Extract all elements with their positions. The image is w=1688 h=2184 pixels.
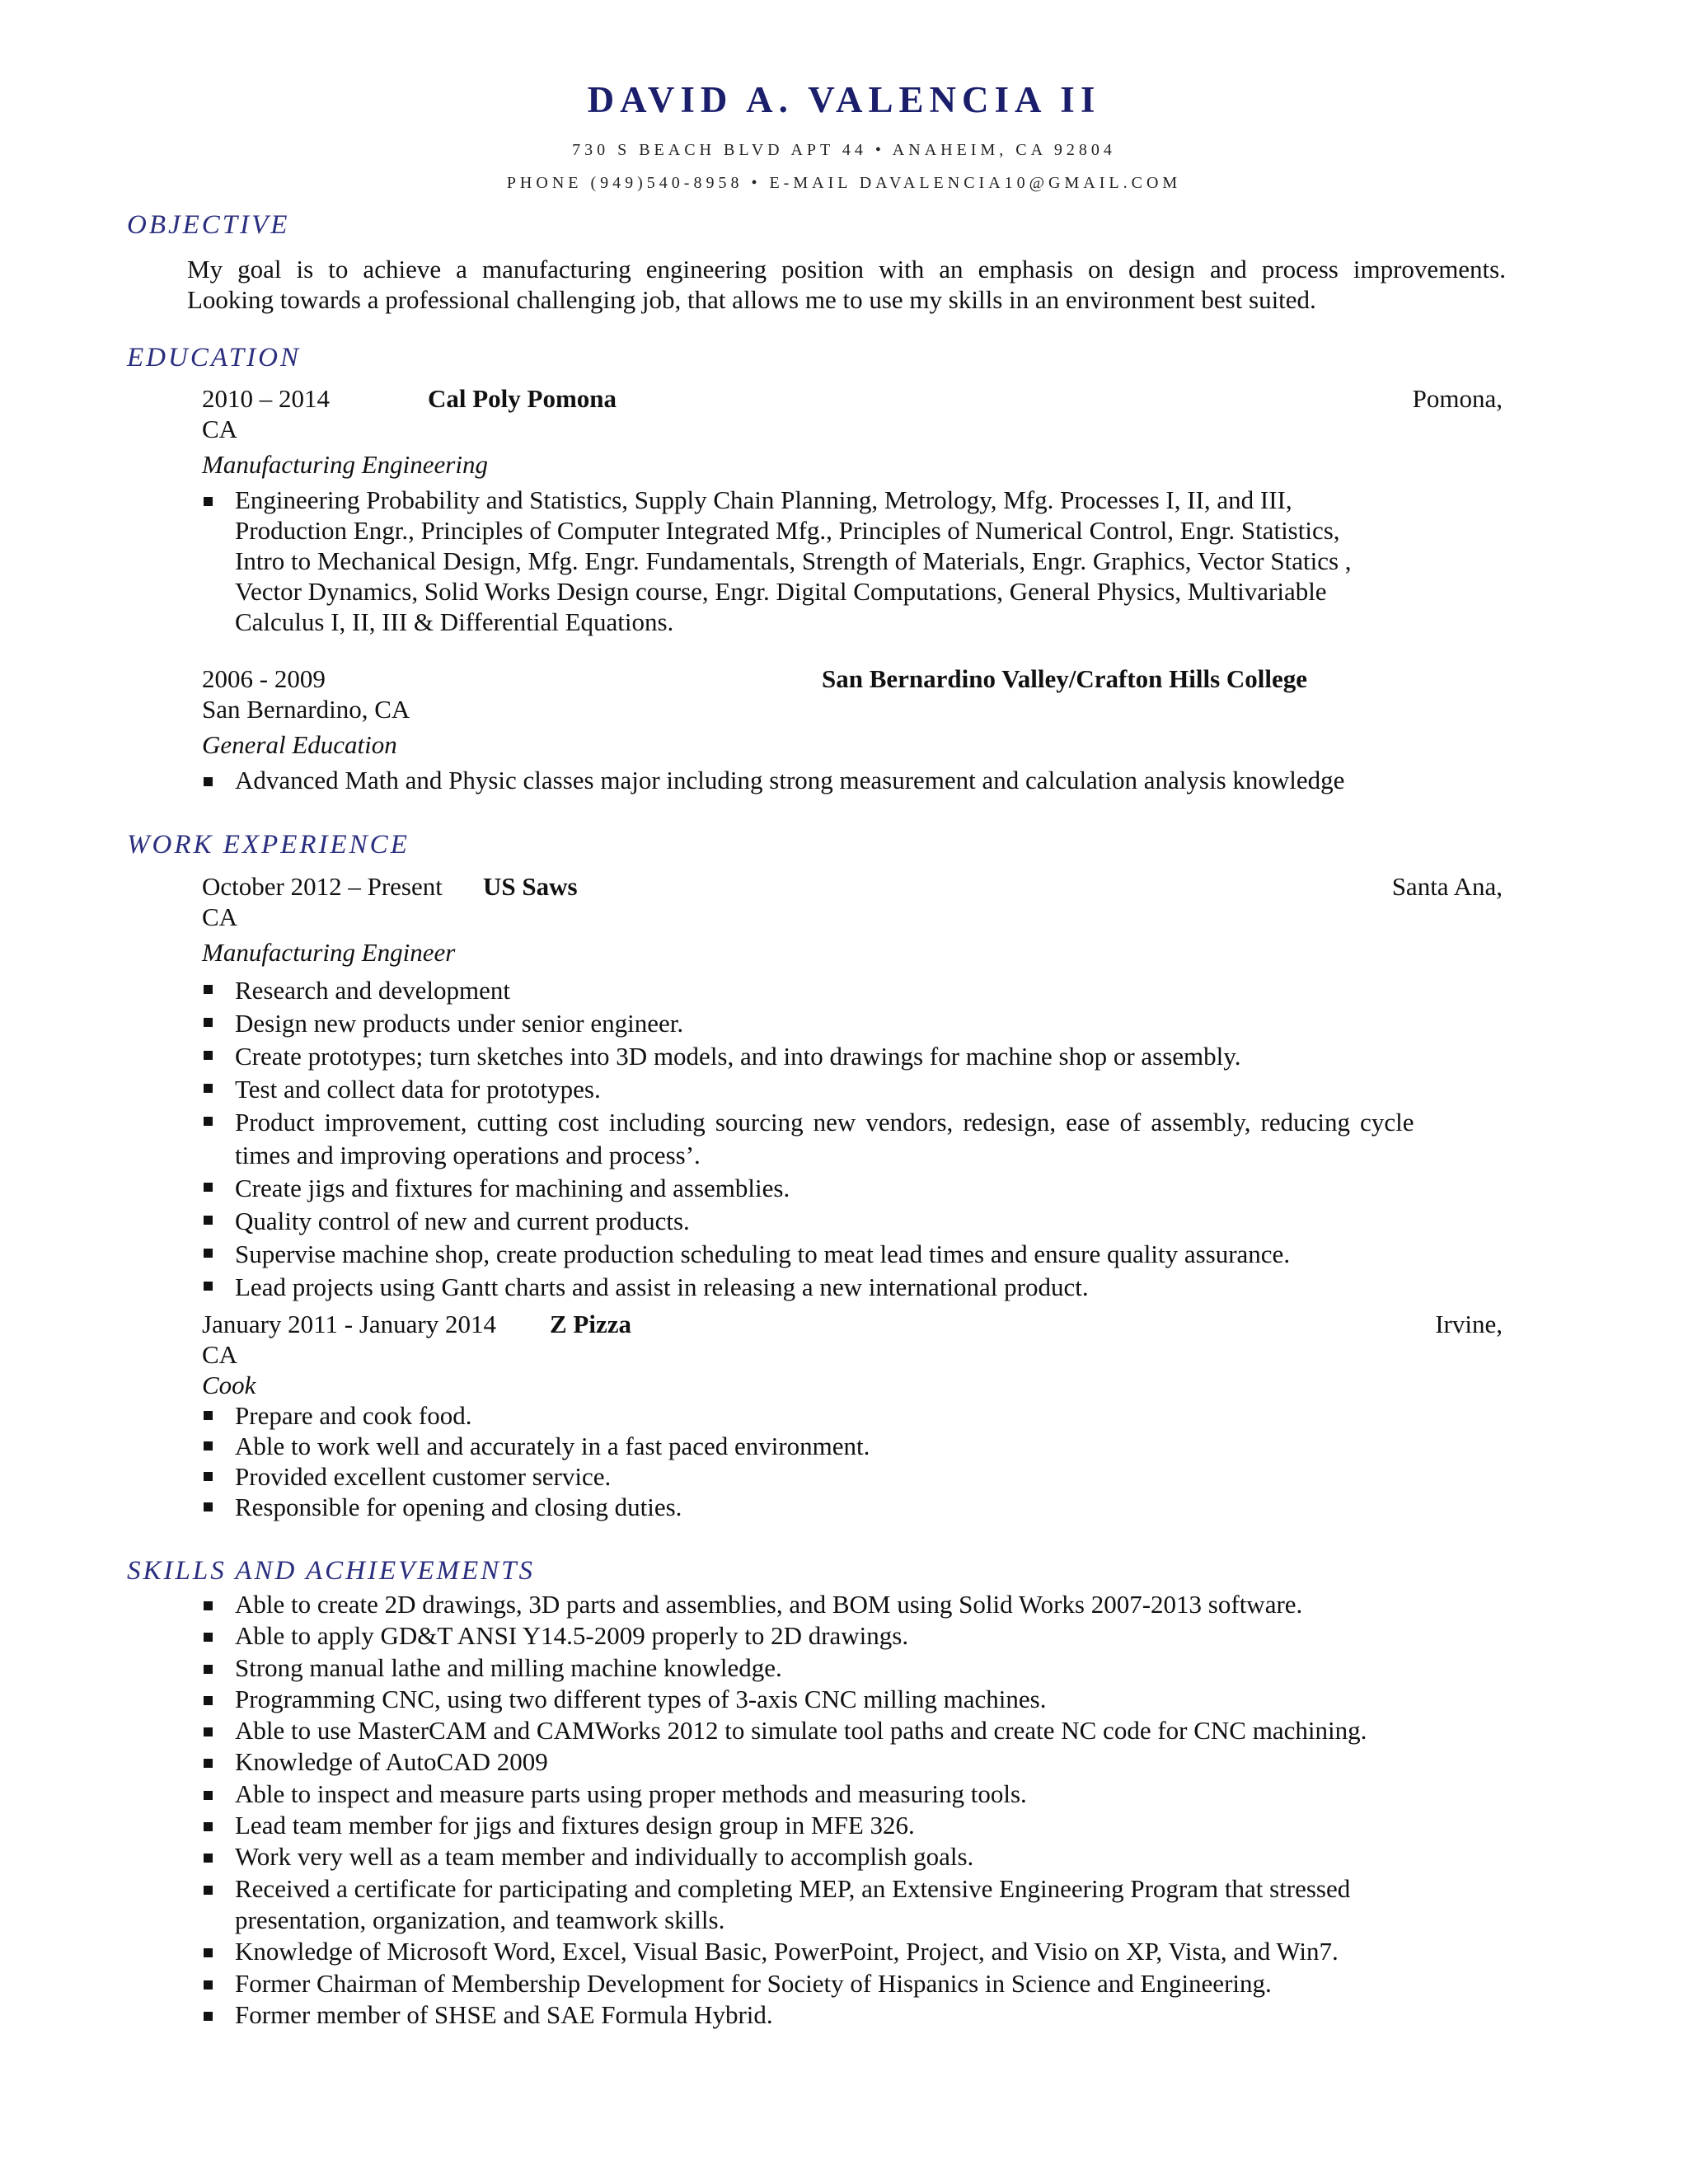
school-name: Cal Poly Pomona: [428, 384, 617, 413]
job-dates: October 2012 – Present: [202, 872, 443, 901]
bullet-square-icon: [204, 1441, 213, 1451]
list-item: Create jigs and fixtures for machining and assemblies.: [202, 1172, 1414, 1205]
education-program: General Education: [202, 730, 397, 759]
objective-text: [187, 254, 1506, 315]
bullet-square-icon: [204, 1759, 213, 1768]
objective-line: My goal is to achieve a manufacturing engineering position with an emphasis on design and process improvements.: [187, 255, 1506, 284]
list-item: Prepare and cook food.: [202, 1400, 870, 1431]
list-item: Able to inspect and measure parts using proper methods and measuring tools.: [202, 1779, 1367, 1810]
bullet-square-icon: [204, 1633, 213, 1642]
company-name: Z Pizza: [550, 1310, 631, 1338]
list-item: Test and collect data for prototypes.: [202, 1073, 1414, 1106]
list-item: Received a certificate for participating and completing MEP, an Extensive Engineering Program that stressed: [202, 1873, 1367, 1905]
list-item: Vector Dynamics, Solid Works Design course, Engr. Digital Computations, General Physics, Multivariable: [235, 577, 1327, 606]
bullet-square-icon: [204, 2012, 213, 2021]
company-name: US Saws: [483, 872, 578, 901]
skills-heading: SKILLS AND ACHIEVEMENTS: [127, 1556, 535, 1586]
bullet-square-icon: [204, 1502, 213, 1511]
coursework-list: [202, 485, 1352, 637]
school-location: San Bernardino, CA: [202, 695, 410, 724]
education-program: Manufacturing Engineering: [202, 450, 488, 479]
school-state: CA: [202, 415, 238, 443]
bullet-square-icon: [204, 1472, 213, 1481]
list-item: Programming CNC, using two different types of 3-axis CNC milling machines.: [202, 1684, 1367, 1715]
list-item: Quality control of new and current products.: [202, 1205, 1414, 1238]
education-entry-header: [202, 663, 1503, 694]
list-item: Research and development: [202, 974, 1414, 1007]
education-dates: 2010 – 2014: [202, 384, 330, 413]
list-item: Knowledge of Microsoft Word, Excel, Visual Basic, PowerPoint, Project, and Visio on XP, Vista, and Win7.: [202, 1936, 1367, 1967]
list-item: Former member of SHSE and SAE Formula Hybrid.: [202, 1999, 1367, 2031]
school-city: Pomona,: [1412, 384, 1503, 413]
list-item: Able to work well and accurately in a fast paced environment.: [202, 1431, 870, 1461]
list-item: Former Chairman of Membership Development for Society of Hispanics in Science and Engineering.: [202, 1968, 1367, 1999]
objective-heading: OBJECTIVE: [127, 210, 290, 240]
list-item: Advanced Math and Physic classes major including strong measurement and calculation analysis knowledge: [202, 765, 1344, 795]
job-dates: January 2011 - January 2014: [202, 1310, 496, 1338]
ge-list: [202, 765, 1344, 795]
list-item: Design new products under senior engineer.: [202, 1007, 1414, 1040]
education-entry-header: [202, 383, 1503, 414]
bullet-square-icon: [204, 1018, 213, 1027]
list-item: Product improvement, cutting cost including sourcing new vendors, redesign, ease of assembly, reducing cycle: [202, 1106, 1414, 1139]
list-item: Create prototypes; turn sketches into 3D models, and into drawings for machine shop or assembly.: [202, 1040, 1414, 1073]
skills-list: [202, 1589, 1367, 2031]
bullet-square-icon: [204, 1051, 213, 1060]
bullet-square-icon: [204, 1183, 213, 1192]
job-state: CA: [202, 902, 238, 931]
school-name: San Bernardino Valley/Crafton Hills College: [822, 664, 1308, 693]
list-item: Engineering Probability and Statistics, Supply Chain Planning, Metrology, Mfg. Processes I, II, and III,: [202, 485, 1352, 515]
list-item: Production Engr., Principles of Computer Integrated Mfg., Principles of Numerical Control, Engr. Statistics,: [235, 516, 1340, 545]
job-title: Manufacturing Engineer: [202, 938, 456, 967]
contact-line: PHONE (949)540-8958 • E-MAIL DAVALENCIA10@GMAIL.COM: [506, 174, 1182, 192]
bullet-square-icon: [204, 985, 213, 994]
list-item: Knowledge of AutoCAD 2009: [202, 1746, 1367, 1778]
bullet-square-icon: [204, 1282, 213, 1291]
bullet-square-icon: [204, 1822, 213, 1831]
list-item: Strong manual lathe and milling machine knowledge.: [202, 1652, 1367, 1684]
bullet-square-icon: [204, 1411, 213, 1420]
work-heading: WORK EXPERIENCE: [127, 830, 410, 860]
job-title: Cook: [202, 1371, 256, 1399]
bullet-square-icon: [204, 1854, 213, 1863]
list-item: Able to use MasterCAM and CAMWorks 2012 to simulate tool paths and create NC code for CNC machining.: [202, 1715, 1367, 1746]
job-header: [202, 871, 1503, 902]
job-duties-list: [202, 1400, 870, 1522]
job-city: Irvine,: [1435, 1310, 1503, 1338]
bullet-square-icon: [204, 1665, 213, 1674]
list-item: presentation, organization, and teamwork skills.: [235, 1905, 725, 1934]
bullet-square-icon: [204, 1727, 213, 1736]
list-item: Supervise machine shop, create production scheduling to meat lead times and ensure quality assurance.: [202, 1238, 1414, 1271]
bullet-square-icon: [204, 497, 213, 506]
list-item: Able to create 2D drawings, 3D parts and assemblies, and BOM using Solid Works 2007-2013 software.: [202, 1589, 1367, 1620]
candidate-name: DAVID A. VALENCIA II: [587, 79, 1101, 120]
bullet-square-icon: [204, 1084, 213, 1093]
bullet-square-icon: [204, 1249, 213, 1258]
education-heading: EDUCATION: [127, 343, 301, 373]
list-item: Lead team member for jigs and fixtures design group in MFE 326.: [202, 1810, 1367, 1841]
list-item: Intro to Mechanical Design, Mfg. Engr. Fundamentals, Strength of Materials, Engr. Graphics, Vector Statics ,: [235, 546, 1352, 575]
job-city: Santa Ana,: [1391, 872, 1503, 901]
list-item: times and improving operations and process’.: [235, 1141, 701, 1169]
bullet-square-icon: [204, 1696, 213, 1705]
job-header: [202, 1309, 1503, 1339]
bullet-square-icon: [204, 1601, 213, 1610]
list-item: Responsible for opening and closing duties.: [202, 1492, 870, 1522]
list-item: Provided excellent customer service.: [202, 1461, 870, 1492]
address-line: 730 S BEACH BLVD APT 44 • ANAHEIM, CA 92804: [572, 141, 1116, 159]
education-dates: 2006 - 2009: [202, 664, 326, 693]
objective-line: Looking towards a professional challenging job, that allows me to use my skills in an environment best suited.: [187, 285, 1316, 314]
bullet-square-icon: [204, 1117, 213, 1126]
list-item: Work very well as a team member and individually to accomplish goals.: [202, 1841, 1367, 1872]
bullet-square-icon: [204, 777, 213, 786]
bullet-square-icon: [204, 1980, 213, 1990]
list-item: Calculus I, II, III & Differential Equations.: [235, 607, 674, 636]
list-item: Able to apply GD&T ANSI Y14.5-2009 properly to 2D drawings.: [202, 1620, 1367, 1652]
bullet-square-icon: [204, 1886, 213, 1895]
job-duties-list: [202, 974, 1414, 1304]
list-item: Lead projects using Gantt charts and assist in releasing a new international product.: [202, 1271, 1414, 1304]
bullet-square-icon: [204, 1948, 213, 1957]
job-state: CA: [202, 1340, 238, 1369]
bullet-square-icon: [204, 1216, 213, 1225]
bullet-square-icon: [204, 1791, 213, 1800]
